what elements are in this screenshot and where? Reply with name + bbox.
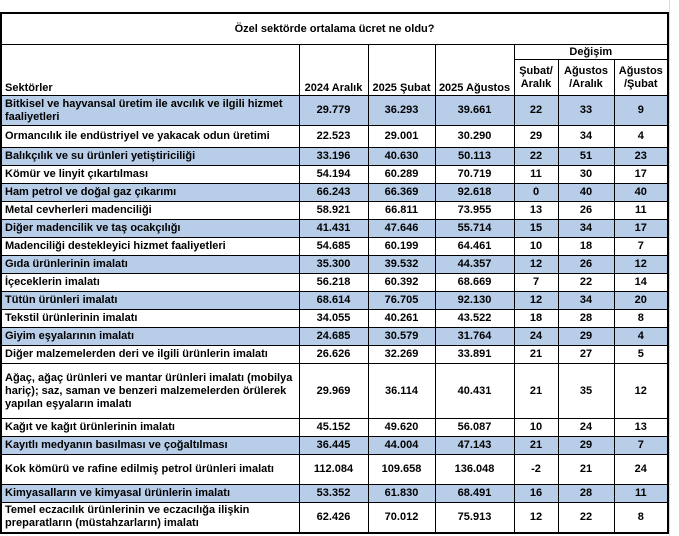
change-agustos-aralik: 26 <box>558 256 614 274</box>
change-subat-aralik: 21 <box>514 346 558 364</box>
value-2025-agustos: 136.048 <box>435 455 514 485</box>
table-row <box>1 485 668 503</box>
change-agustos-aralik: 27 <box>558 346 614 364</box>
change-subat-aralik: 18 <box>514 310 558 328</box>
value-2025-agustos: 92.130 <box>435 292 514 310</box>
value-2025-subat: 47.646 <box>368 220 435 238</box>
value-2024-aralik: 24.685 <box>299 328 368 346</box>
value-2025-agustos: 33.891 <box>435 346 514 364</box>
sector-cell: Tekstil ürünlerinin imalatı <box>1 310 299 328</box>
header-line: Şubat/ <box>519 64 553 77</box>
table-row <box>1 455 668 485</box>
change-agustos-aralik: 34 <box>558 126 614 148</box>
value-2025-subat: 30.579 <box>368 328 435 346</box>
change-agustos-aralik: 51 <box>558 148 614 166</box>
header-line: Ağustos <box>618 64 663 77</box>
change-agustos-aralik: 22 <box>558 503 614 533</box>
value-2025-agustos: 47.143 <box>435 437 514 455</box>
header-row-top <box>1 45 668 60</box>
change-subat-aralik: 10 <box>514 238 558 256</box>
value-2025-subat: 40.261 <box>368 310 435 328</box>
change-subat-aralik: 15 <box>514 220 558 238</box>
value-2025-agustos: 31.764 <box>435 328 514 346</box>
change-agustos-subat: 4 <box>614 328 668 346</box>
value-2025-agustos: 50.113 <box>435 148 514 166</box>
value-2025-agustos: 39.661 <box>435 96 514 126</box>
sector-cell: İçeceklerin imalatı <box>1 274 299 292</box>
sector-cell: Ham petrol ve doğal gaz çıkarımı <box>1 184 299 202</box>
value-2024-aralik: 41.431 <box>299 220 368 238</box>
change-agustos-aralik: 21 <box>558 455 614 485</box>
sector-cell: Kimyasalların ve kimyasal ürünlerin imalatı <box>1 485 299 503</box>
value-2024-aralik: 58.921 <box>299 202 368 220</box>
change-agustos-subat: 40 <box>614 184 668 202</box>
header-line: Aralık <box>520 77 552 90</box>
value-2024-aralik: 29.779 <box>299 96 368 126</box>
value-2025-agustos: 55.714 <box>435 220 514 238</box>
change-subat-aralik: 22 <box>514 96 558 126</box>
change-agustos-aralik: 29 <box>558 437 614 455</box>
change-agustos-aralik: 30 <box>558 166 614 184</box>
change-agustos-aralik: 35 <box>558 364 614 419</box>
value-2025-subat: 49.620 <box>368 419 435 437</box>
title-row <box>1 13 668 45</box>
table-row <box>1 419 668 437</box>
change-subat-aralik: 13 <box>514 202 558 220</box>
table-row <box>1 364 668 419</box>
sector-cell: Giyim eşyalarının imalatı <box>1 328 299 346</box>
sector-cell: Temel eczacılık ürünlerinin ve eczacılığa ilişkin preparatların (müstahzarların) imalatı <box>1 503 299 533</box>
table-row <box>1 126 668 148</box>
change-agustos-subat: 7 <box>614 238 668 256</box>
value-2024-aralik: 35.300 <box>299 256 368 274</box>
value-2025-subat: 39.532 <box>368 256 435 274</box>
change-agustos-subat: 13 <box>614 419 668 437</box>
change-agustos-aralik: 28 <box>558 310 614 328</box>
change-agustos-subat: 11 <box>614 485 668 503</box>
value-2025-agustos: 68.491 <box>435 485 514 503</box>
change-subat-aralik: 0 <box>514 184 558 202</box>
header-line: /Şubat <box>623 77 658 90</box>
sector-cell: Balıkçılık ve su ürünleri yetiştiriciliği <box>1 148 299 166</box>
value-2025-agustos: 56.087 <box>435 419 514 437</box>
change-agustos-aralik: 33 <box>558 96 614 126</box>
change-agustos-aralik: 29 <box>558 328 614 346</box>
value-2025-agustos: 43.522 <box>435 310 514 328</box>
value-2025-agustos: 73.955 <box>435 202 514 220</box>
change-subat-aralik: 12 <box>514 256 558 274</box>
sector-cell: Bitkisel ve hayvansal üretim ile avcılık ve ilgili hizmet faaliyetleri <box>1 96 299 126</box>
value-2024-aralik: 54.194 <box>299 166 368 184</box>
table-row <box>1 346 668 364</box>
value-2025-subat: 60.289 <box>368 166 435 184</box>
sector-cell: Tütün ürünleri imalatı <box>1 292 299 310</box>
change-agustos-subat: 8 <box>614 503 668 533</box>
value-2024-aralik: 56.218 <box>299 274 368 292</box>
value-2025-subat: 61.830 <box>368 485 435 503</box>
change-agustos-subat: 14 <box>614 274 668 292</box>
value-2025-subat: 44.004 <box>368 437 435 455</box>
value-2025-agustos: 40.431 <box>435 364 514 419</box>
value-2025-agustos: 70.719 <box>435 166 514 184</box>
col-header-2024-aralik: 2024 Aralık <box>299 45 368 96</box>
change-subat-aralik: 12 <box>514 292 558 310</box>
header-line: /Aralık <box>569 77 603 90</box>
value-2025-subat: 32.269 <box>368 346 435 364</box>
change-agustos-aralik: 28 <box>558 485 614 503</box>
table-row <box>1 220 668 238</box>
table-row <box>1 184 668 202</box>
sector-cell: Gıda ürünlerinin imalatı <box>1 256 299 274</box>
sector-cell: Diğer malzemelerden deri ve ilgili ürünlerin imalatı <box>1 346 299 364</box>
table-row <box>1 202 668 220</box>
value-2025-subat: 66.811 <box>368 202 435 220</box>
sector-cell: Kok kömürü ve rafine edilmiş petrol ürünleri imalatı <box>1 455 299 485</box>
value-2025-subat: 109.658 <box>368 455 435 485</box>
table-row <box>1 310 668 328</box>
value-2024-aralik: 34.055 <box>299 310 368 328</box>
value-2025-agustos: 44.357 <box>435 256 514 274</box>
change-agustos-subat: 11 <box>614 202 668 220</box>
value-2025-subat: 70.012 <box>368 503 435 533</box>
table-row <box>1 328 668 346</box>
change-agustos-subat: 4 <box>614 126 668 148</box>
value-2024-aralik: 66.243 <box>299 184 368 202</box>
change-agustos-aralik: 26 <box>558 202 614 220</box>
table-row <box>1 148 668 166</box>
value-2024-aralik: 112.084 <box>299 455 368 485</box>
value-2025-subat: 36.293 <box>368 96 435 126</box>
change-subat-aralik: 12 <box>514 503 558 533</box>
change-agustos-aralik: 18 <box>558 238 614 256</box>
col-header-agustos-aralik <box>558 60 614 96</box>
change-agustos-aralik: 34 <box>558 292 614 310</box>
change-agustos-subat: 5 <box>614 346 668 364</box>
change-subat-aralik: 21 <box>514 364 558 419</box>
table-row <box>1 292 668 310</box>
change-agustos-subat: 9 <box>614 96 668 126</box>
value-2025-agustos: 64.461 <box>435 238 514 256</box>
sector-cell: Kayıtlı medyanın basılması ve çoğaltılması <box>1 437 299 455</box>
page-title: Özel sektörde ortalama ücret ne oldu? <box>1 13 668 45</box>
value-2024-aralik: 36.445 <box>299 437 368 455</box>
change-agustos-subat: 20 <box>614 292 668 310</box>
col-header-2025-subat: 2025 Şubat <box>368 45 435 96</box>
sector-cell: Kağıt ve kağıt ürünlerinin imalatı <box>1 419 299 437</box>
sector-cell: Ormancılık ile endüstriyel ve yakacak odun üretimi <box>1 126 299 148</box>
value-2024-aralik: 68.614 <box>299 292 368 310</box>
sector-cell: Diğer madencilik ve taş ocakçılığı <box>1 220 299 238</box>
change-agustos-subat: 8 <box>614 310 668 328</box>
value-2024-aralik: 54.685 <box>299 238 368 256</box>
col-header-subat-aralik <box>514 60 558 96</box>
value-2025-agustos: 75.913 <box>435 503 514 533</box>
value-2025-agustos: 92.618 <box>435 184 514 202</box>
value-2025-subat: 29.001 <box>368 126 435 148</box>
wage-table <box>0 12 669 534</box>
change-group-header: Değişim <box>514 45 668 60</box>
change-subat-aralik: 24 <box>514 328 558 346</box>
change-subat-aralik: 29 <box>514 126 558 148</box>
value-2025-subat: 36.114 <box>368 364 435 419</box>
value-2025-subat: 60.392 <box>368 274 435 292</box>
header-line: Ağustos <box>564 64 608 77</box>
value-2024-aralik: 33.196 <box>299 148 368 166</box>
table-row <box>1 503 668 533</box>
value-2025-subat: 76.705 <box>368 292 435 310</box>
sector-cell: Ağaç, ağaç ürünleri ve mantar ürünleri imalatı (mobilya hariç); saz, saman ve benzeri malzemelerden örülerek yapılan eşyaların imalatı <box>1 364 299 419</box>
change-agustos-subat: 17 <box>614 220 668 238</box>
table-row <box>1 238 668 256</box>
value-2024-aralik: 45.152 <box>299 419 368 437</box>
sector-cell: Madenciliği destekleyici hizmet faaliyetleri <box>1 238 299 256</box>
change-subat-aralik: 22 <box>514 148 558 166</box>
value-2024-aralik: 22.523 <box>299 126 368 148</box>
change-agustos-subat: 12 <box>614 256 668 274</box>
value-2025-subat: 66.369 <box>368 184 435 202</box>
change-agustos-aralik: 22 <box>558 274 614 292</box>
change-agustos-subat: 24 <box>614 455 668 485</box>
col-header-2025-agustos: 2025 Ağustos <box>435 45 514 96</box>
table-row <box>1 166 668 184</box>
value-2024-aralik: 62.426 <box>299 503 368 533</box>
sector-header: Sektörler <box>1 45 299 96</box>
value-2024-aralik: 29.969 <box>299 364 368 419</box>
change-subat-aralik: 7 <box>514 274 558 292</box>
table-row <box>1 437 668 455</box>
change-agustos-aralik: 40 <box>558 184 614 202</box>
sector-cell: Kömür ve linyit çıkartılması <box>1 166 299 184</box>
table-row <box>1 256 668 274</box>
change-agustos-subat: 7 <box>614 437 668 455</box>
change-agustos-subat: 17 <box>614 166 668 184</box>
table-row <box>1 96 668 126</box>
table-row <box>1 274 668 292</box>
value-2025-subat: 60.199 <box>368 238 435 256</box>
col-header-agustos-subat <box>614 60 668 96</box>
change-subat-aralik: 10 <box>514 419 558 437</box>
change-subat-aralik: 21 <box>514 437 558 455</box>
change-agustos-subat: 12 <box>614 364 668 419</box>
change-agustos-aralik: 34 <box>558 220 614 238</box>
grid-column-line <box>669 0 670 536</box>
change-agustos-subat: 23 <box>614 148 668 166</box>
change-subat-aralik: 16 <box>514 485 558 503</box>
change-subat-aralik: -2 <box>514 455 558 485</box>
value-2025-subat: 40.630 <box>368 148 435 166</box>
value-2025-agustos: 30.290 <box>435 126 514 148</box>
change-subat-aralik: 11 <box>514 166 558 184</box>
value-2024-aralik: 53.352 <box>299 485 368 503</box>
sector-cell: Metal cevherleri madenciliği <box>1 202 299 220</box>
value-2024-aralik: 26.626 <box>299 346 368 364</box>
change-agustos-aralik: 24 <box>558 419 614 437</box>
value-2025-agustos: 68.669 <box>435 274 514 292</box>
